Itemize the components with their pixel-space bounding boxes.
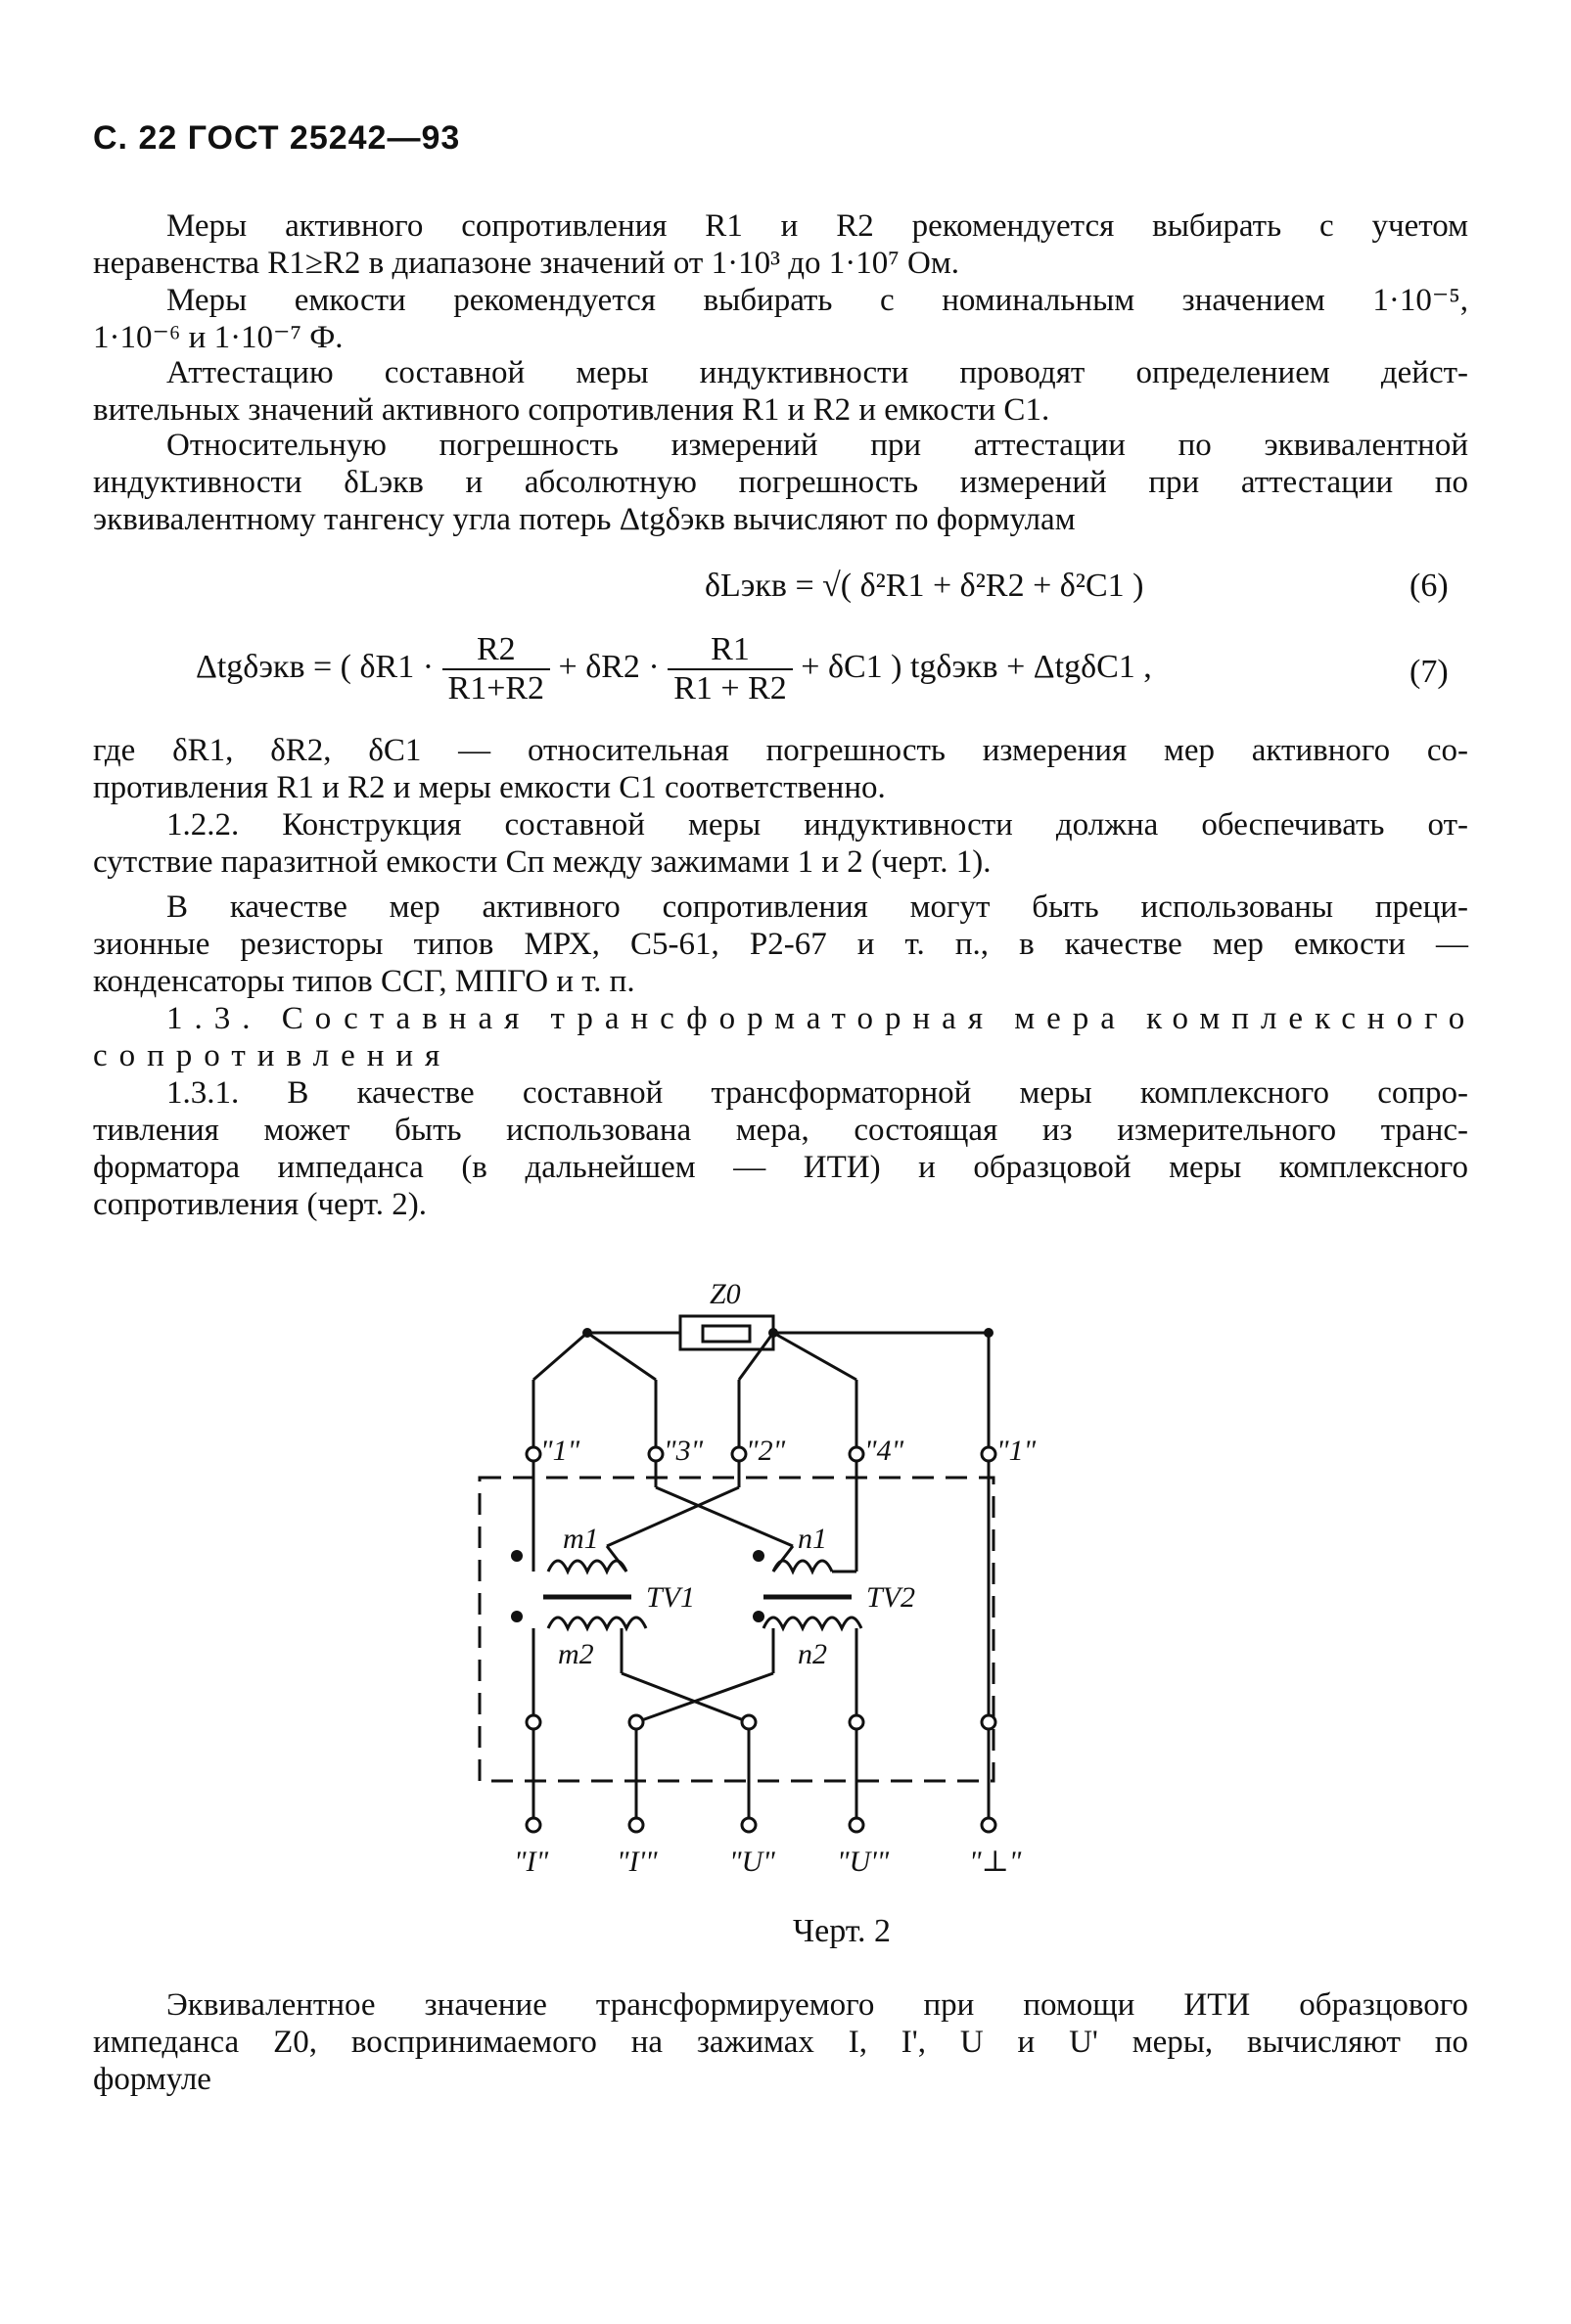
section-1-3-title-line2: сопротивления <box>93 1038 452 1073</box>
label-term-top-2: "2" <box>746 1435 786 1467</box>
equation-7 <box>196 631 1152 707</box>
p8-line4: сопротивления (черт. 2). <box>93 1187 427 1222</box>
label-n1: n1 <box>798 1523 827 1555</box>
label-term-bottom-ground: "⊥" <box>969 1846 1022 1878</box>
figure-caption: Черт. 2 <box>793 1913 892 1949</box>
equation-6-number: (6) <box>1409 568 1449 604</box>
p9-line2: импеданса Z0, воспринимаемого на зажимах I, I', U и U' меры, вычисляют по <box>93 2025 1468 2060</box>
section-1-3-title-line1: 1.3. Составная трансформаторная мера комплексного <box>166 1001 1477 1036</box>
p8-line1: 1.3.1. В качестве составной трансформаторной меры комплексного сопро- <box>166 1075 1468 1111</box>
p7-line3: конденсаторы типов ССГ, МПГО и т. п. <box>93 964 635 999</box>
label-m2: m2 <box>558 1638 594 1670</box>
p4-line3: эквивалентному тангенсу угла потерь Δtgδэкв вычисляют по формулам <box>93 502 1076 537</box>
p9-line1: Эквивалентное значение трансформируемого при помощи ИТИ образцового <box>166 1987 1468 2023</box>
equation-6: δLэкв = √( δ²R1 + δ²R2 + δ²C1 ) <box>705 568 1144 604</box>
eq7-right: + δC1 ) tgδэкв + ΔtgδC1 , <box>801 648 1152 685</box>
p3-line1: Аттестацию составной меры индуктивности проводят определением дейст- <box>166 355 1468 390</box>
p6-line1: 1.2.2. Конструкция составной меры индуктивности должна обеспечивать от- <box>166 807 1468 843</box>
label-term-top-3: "3" <box>664 1435 704 1467</box>
eq7-fraction-2 <box>668 631 793 707</box>
eq7-f1-numerator: R2 <box>442 631 551 670</box>
p1-line1: Меры активного сопротивления R1 и R2 рекомендуется выбирать с учетом <box>166 208 1468 244</box>
circuit-diagram <box>450 1262 1096 1889</box>
label-term-bottom-u: "U" <box>729 1846 775 1878</box>
label-term-top-4: "4" <box>864 1435 904 1467</box>
label-term-bottom-i-prime: "I'" <box>617 1846 658 1878</box>
eq7-f2-numerator: R1 <box>668 631 793 670</box>
p1-line2: неравенства R1≥R2 в диапазоне значений от 1·10³ до 1·10⁷ Ом. <box>93 246 959 281</box>
p8-line2: тивления может быть использована мера, состоящая из измерительного транс- <box>93 1113 1468 1148</box>
label-tv2: TV2 <box>866 1581 916 1614</box>
p3-line2: вительных значений активного сопротивления R1 и R2 и емкости C1. <box>93 392 1050 428</box>
eq7-fraction-1 <box>442 631 551 707</box>
p7-line2: зионные резисторы типов МРХ, С5-61, Р2-67 и т. п., в качестве мер емкости — <box>93 927 1468 962</box>
eq7-mid: + δR2 · <box>558 648 660 685</box>
label-term-bottom-u-prime: "U'" <box>837 1846 890 1878</box>
label-m1: m1 <box>563 1523 599 1555</box>
p4-line1: Относительную погрешность измерений при аттестации по эквивалентной <box>166 428 1468 463</box>
label-term-top-1: "1" <box>540 1435 580 1467</box>
label-z0: Z0 <box>710 1278 741 1310</box>
p2-line2: 1·10⁻⁶ и 1·10⁻⁷ Ф. <box>93 320 344 355</box>
label-n2: n2 <box>798 1638 827 1670</box>
p8-line3: форматора импеданса (в дальнейшем — ИТИ) и образцовой меры комплексного <box>93 1150 1468 1185</box>
p5-line1: где δR1, δR2, δC1 — относительная погрешность измерения мер активного со- <box>93 733 1468 768</box>
eq7-f2-denominator: R1 + R2 <box>673 670 787 706</box>
p9-line3: формуле <box>93 2062 211 2097</box>
p5-line2: противления R1 и R2 и меры емкости C1 соответственно. <box>93 770 886 805</box>
p6-line2: сутствие паразитной емкости Cп между зажимами 1 и 2 (черт. 1). <box>93 844 992 880</box>
p2-line1: Меры емкости рекомендуется выбирать с номинальным значением 1·10⁻⁵, <box>166 283 1468 318</box>
page-header: С. 22 ГОСТ 25242—93 <box>93 119 461 157</box>
p4-line2: индуктивности δLэкв и абсолютную погрешность измерений при аттестации по <box>93 465 1468 500</box>
eq7-left: Δtgδэкв = ( δR1 · <box>196 648 435 685</box>
p7-line1: В качестве мер активного сопротивления могут быть использованы преци- <box>166 889 1468 925</box>
label-term-top-1b: "1" <box>996 1435 1037 1467</box>
eq7-f1-denominator: R1+R2 <box>447 670 545 706</box>
label-term-bottom-i: "I" <box>514 1846 549 1878</box>
label-tv1: TV1 <box>646 1581 696 1614</box>
equation-7-number: (7) <box>1409 654 1449 690</box>
